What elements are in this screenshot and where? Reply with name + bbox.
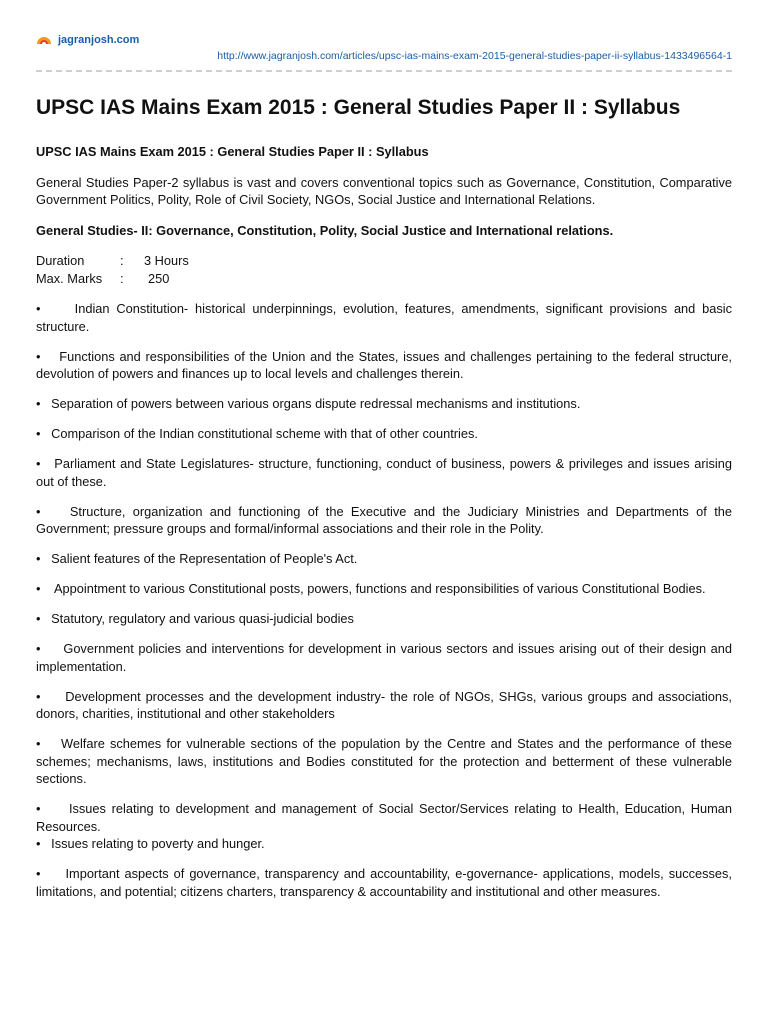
page-header	[36, 34, 732, 72]
syllabus-item: • Issues relating to poverty and hunger.	[36, 836, 265, 851]
syllabus-item: • Government policies and interventions for development in various sectors and issues arising out of their design and implementation.	[36, 641, 736, 674]
marks-value: 250	[148, 270, 170, 286]
syllabus-item: • Indian Constitution- historical underpinnings, evolution, features, amendments, significant provisions and basic structure.	[36, 301, 736, 334]
section-heading: General Studies- II: Governance, Constitution, Polity, Social Justice and International relations.	[36, 222, 614, 238]
syllabus-item: • Important aspects of governance, transparency and accountability, e-governance- applications, models, successes, limitations, and potential; citizens charters, transparency & accountability and institutional and other measures.	[36, 866, 736, 899]
duration-label: Duration	[36, 253, 85, 268]
brand-name: jagranjosh.com	[58, 34, 140, 46]
syllabus-item: • Separation of powers between various organs dispute redressal mechanisms and institutions.	[36, 396, 581, 411]
source-url-link[interactable]: http://www.jagranjosh.com/articles/upsc-ias-mains-exam-2015-general-studies-paper-ii-syllabus-1433496564-1	[217, 50, 732, 62]
syllabus-item: • Functions and responsibilities of the Union and the States, issues and challenges pertaining to the federal structure, devolution of powers and finances up to local levels and challenges therein.	[36, 348, 736, 381]
marks-row: Max. Marks : 250	[36, 270, 170, 286]
syllabus-item: • Issues relating to development and management of Social Sector/Services relating to Health, Education, Human Resources.	[36, 801, 736, 834]
article-intro: General Studies Paper-2 syllabus is vast and covers conventional topics such as Governance, Constitution, Comparative Government Politics, Polity, Role of Civil Society, NGOs, Social Justice and International Relations.	[36, 174, 732, 207]
jagranjosh-logo-icon	[36, 35, 52, 45]
syllabus-item: • Salient features of the Representation of People's Act.	[36, 551, 358, 566]
syllabus-item: • Appointment to various Constitutional posts, powers, functions and responsibilities of various Constitutional Bodies.	[36, 581, 706, 596]
exam-meta	[36, 252, 732, 287]
article	[36, 94, 736, 913]
syllabus-item: • Development processes and the development industry- the role of NGOs, SHGs, various groups and associations, donors, charities, institutional and other stakeholders	[36, 688, 736, 721]
syllabus-item: • Welfare schemes for vulnerable sections of the population by the Centre and States and the performance of these schemes; mechanisms, laws, institutions and Bodies constituted for the protection and betterment of these vulnerable sections.	[36, 736, 736, 786]
article-subtitle: UPSC IAS Mains Exam 2015 : General Studies Paper II : Syllabus	[36, 144, 429, 159]
header-divider	[36, 70, 732, 72]
syllabus-item: • Comparison of the Indian constitutional scheme with that of other countries.	[36, 426, 478, 441]
article-title: UPSC IAS Mains Exam 2015 : General Studies Paper II : Syllabus	[36, 96, 681, 119]
duration-row: Duration : 3 Hours	[36, 253, 189, 268]
syllabus-item: • Statutory, regulatory and various quasi-judicial bodies	[36, 611, 354, 626]
marks-label: Max. Marks	[36, 270, 103, 286]
duration-value: 3 Hours	[144, 253, 189, 268]
syllabus-item: • Structure, organization and functioning of the Executive and the Judiciary Ministries and Departments of the Government; pressure groups and formal/informal associations and their role in the Polity.	[36, 503, 736, 536]
syllabus-item: • Parliament and State Legislatures- structure, functioning, conduct of business, powers & privileges and issues arising out of these.	[36, 456, 736, 489]
brand[interactable]	[36, 34, 139, 46]
